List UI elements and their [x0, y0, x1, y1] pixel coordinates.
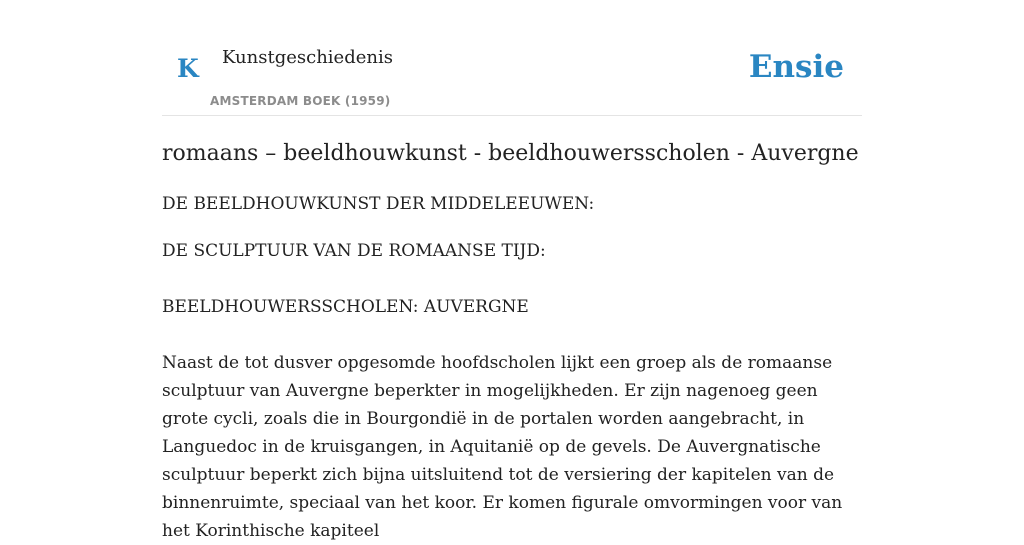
section-heading-1: DE BEELDHOUWKUNST DER MIDDELEEUWEN:	[162, 194, 595, 214]
article-body	[162, 138, 862, 545]
page-title: romaans – beeldhouwkunst - beeldhouwersscholen - Auvergne	[162, 141, 859, 166]
ensie-logo[interactable]: Ensie	[748, 49, 844, 85]
section-heading-2: DE SCULPTUUR VAN DE ROMAANSE TIJD:	[162, 241, 546, 261]
site-header	[162, 34, 862, 116]
article-paragraph: Naast de tot dusver opgesomde hoofdscholen lijkt een groep als de romaanse sculptuur van Auvergne beperkter in mogelijkheden. Er zijn nagenoeg geen grote cycli, zoals die in Bourgondië in de portalen worden aangebracht, in Languedoc in de kruisgangen, in Aquitanië op de gevels. De Auvergnatische sculptuur beperkt zich bijna uitsluitend tot de versiering der kapitelen van de binnenruimte, speciaal van het koor. Er komen figurale omvormingen voor van het Korinthische kapiteel	[162, 353, 843, 541]
section-heading-3: BEELDHOUWERSSCHOLEN: AUVERGNE	[162, 297, 529, 317]
book-title-link[interactable]: Kunstgeschiedenis	[222, 47, 393, 68]
book-logo[interactable]: K	[177, 54, 199, 83]
book-subtitle: AMSTERDAM BOEK (1959)	[210, 94, 391, 108]
